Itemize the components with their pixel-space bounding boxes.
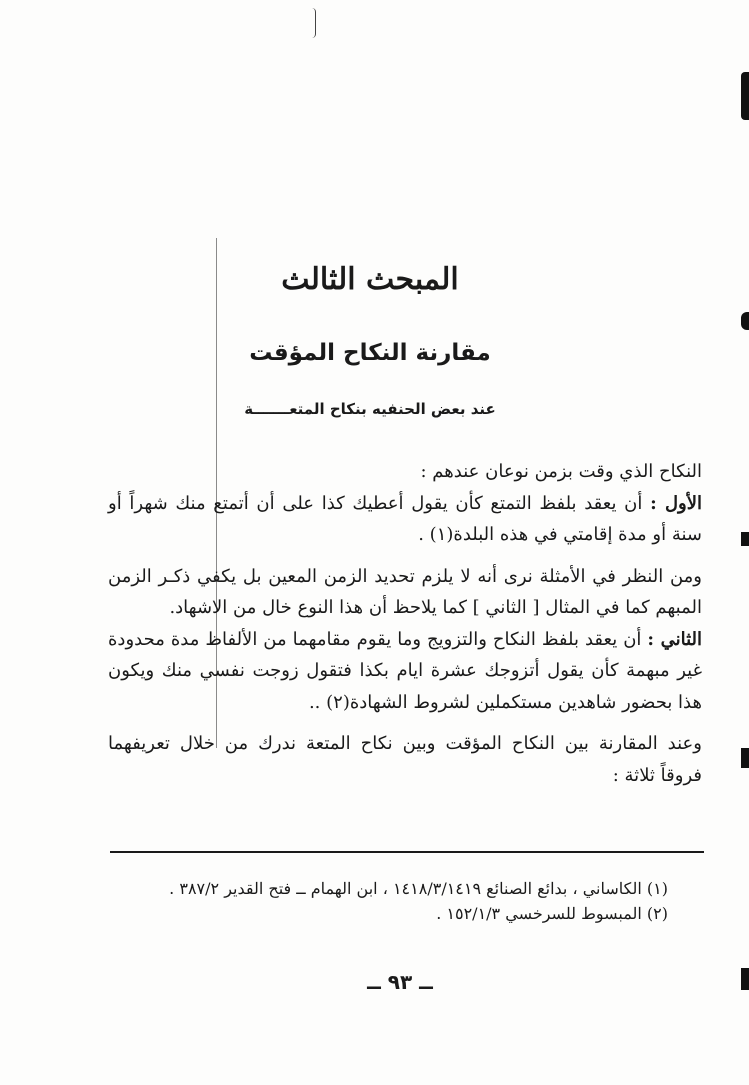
- footnotes: [108, 876, 668, 926]
- paragraph-comparison: [108, 728, 702, 791]
- page-number: ــ ٩٣ ــ: [367, 970, 433, 994]
- paragraph-text: ومن النظر في الأمثلة نرى أنه لا يلزم تحديد الزمن المعين بل يكفي ذكـر الزمن المبهم كما في المثال [ الثاني ] كما يلاحظ أن هذا النوع خال من الاشهاد.: [108, 565, 702, 618]
- paragraph-observation: [108, 561, 702, 624]
- body-text: [108, 456, 702, 791]
- page-subtitle: عند بعض الحنفيه بنكاح المتعـــــــة: [244, 400, 496, 418]
- scan-edge-mark: [741, 532, 749, 546]
- paragraph-text: أن يعقد بلفظ النكاح والتزويج وما يقوم مقامهما من الألفاظ مدة محدودة غير مبهمة كأن يقول أتزوجك عشرة ايام بكذا فتقول زوجت نفسي منك ويكون هذا بحضور شاهدين مستكملين لشروط الشهادة(٢) ..: [108, 628, 702, 713]
- scan-edge-mark: [741, 968, 749, 990]
- paragraph-second-type: [108, 624, 702, 719]
- footnote-2: (٢) المبسوط للسرخسي ١٥٢/١/٣ .: [436, 904, 668, 923]
- footnote-1: (١) الكاساني ، بدائع الصنائع ١٤١٨/٣/١٤١٩ ، ابن الهمام ــ فتح القدير ٣٨٧/٢ .: [169, 879, 668, 898]
- paragraph-lead: الثاني :: [647, 628, 702, 650]
- paragraph-text: وعند المقارنة بين النكاح المؤقت وبين نكاح المتعة ندرك من خلال تعريفهما فروقاً ثلاثة :: [108, 733, 702, 786]
- paragraph-text: النكاح الذي وقت بزمن نوعان عندهم :: [420, 461, 702, 482]
- page-title: مقارنة النكاح المؤقت: [249, 340, 491, 366]
- paragraph-intro: [108, 456, 702, 488]
- scan-edge-mark: [741, 312, 749, 330]
- paragraph-text: أن يعقد بلفظ التمتع كأن يقول أعطيك كذا على أن أتمتع منك شهراً أو سنة أو مدة إقامتي في هذه البلدة(١) .: [108, 492, 702, 545]
- scan-edge-mark: [741, 748, 749, 768]
- paragraph-lead: الأول :: [650, 492, 702, 514]
- footnote-divider: [110, 851, 704, 853]
- scan-edge-mark: [741, 72, 749, 120]
- scan-artifact-mark: [312, 8, 316, 38]
- section-heading: المبحث الثالث: [281, 262, 459, 297]
- paragraph-first-type: [108, 488, 702, 551]
